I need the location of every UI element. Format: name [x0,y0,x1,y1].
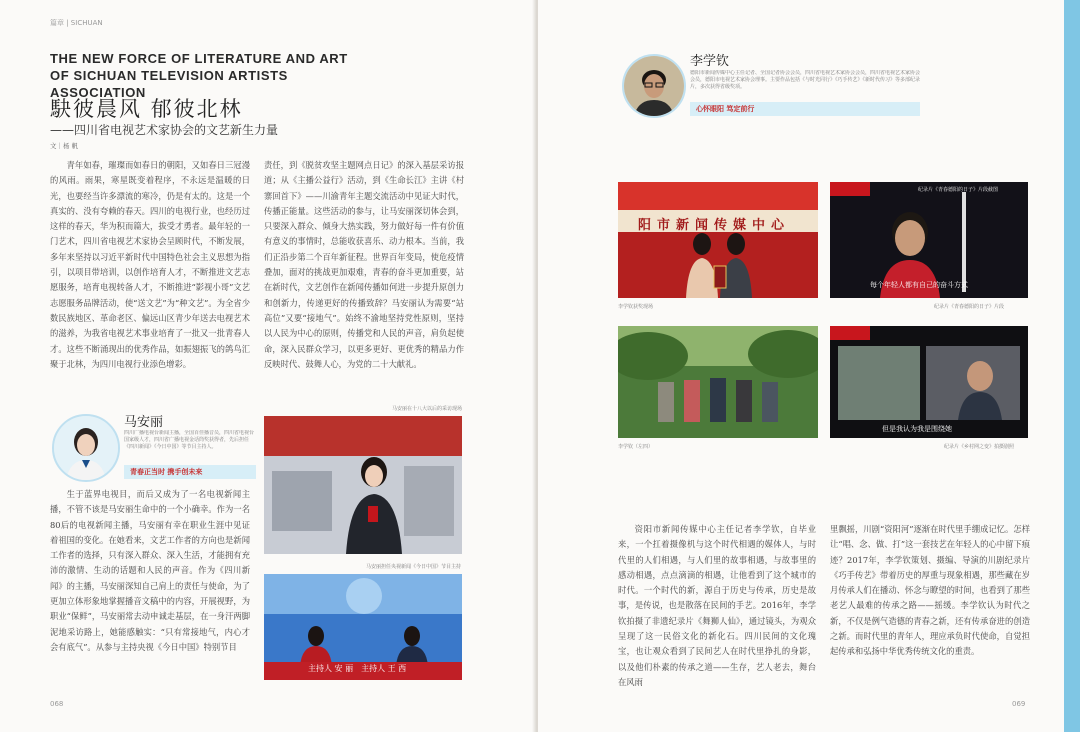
profile-avatar-li-xueqin [622,54,686,118]
body-column-1 [618,522,816,688]
photo-ma-anli-anchor [264,574,462,680]
english-title: THE NEW FORCE OF LITERATURE AND ART OF SICHUAN TELEVISION ARTISTS ASSOCIATION [50,51,348,100]
screen-text: 阳市新闻传媒中心 [638,218,791,233]
screen-subtitle: 每个年轻人都有自己的奋斗方式 [870,281,968,289]
chinese-subtitle: ——四川省电视艺术家协会的文艺新生力量 [50,123,279,137]
photo-ma-anli-reporting [264,416,462,554]
photo-caption: 纪录片《青春德阳的日子》片段 [934,304,1005,310]
photo-caption: 纪录片《乡村网之变》拍摄剧照 [944,444,1015,450]
body-column-1 [50,158,250,406]
page-edge-tab [1064,0,1080,732]
profile-avatar-ma-anli [52,414,120,482]
left-page [0,0,536,732]
portrait-image [54,416,118,480]
news-photo [264,416,462,554]
photo-caption: 李学钦（左四） [618,444,654,450]
body-column-2 [264,158,464,406]
crew-photo [618,326,818,438]
byline: 文｜杨 帆 [50,142,79,150]
screen-subtitle: 但是我认为我是围绕她 [882,425,952,433]
documentary-frame [830,326,1028,438]
photo-documentary-still-2 [830,326,1028,438]
photo-caption: 马安丽在十八大以后的采访现场 [392,406,463,412]
profile-tagline: 青春正当时 携手创未来 [124,465,256,479]
body-column-2 [830,522,1030,688]
portrait-image [624,56,684,116]
profile-name: 李学钦 [690,54,730,69]
running-header: 篇章 | SICHUAN [50,19,103,27]
paragraph: 生于蓝界电视目，而后又成为了一名电视新闻主播，不管不该是马安丽生命中的一个小确幸。作为一名80后的电视新闻主播，马安丽有幸在职业生涯中见证着祖国的变化。在她看来，文艺工作者的方向也是新闻工作者的选择，只有深入群众、深入生活，才能拥有充沛的激情、生动的话题和人民的声音。作为《四川新闻》的主播，马安丽深知自己肩上的责任与使命，为了更加立体形象地掌握播音文稿中的内容，开展视野，为职业“保鲜”，马安丽常去动申诚走基层，在一身汗两脚泥地采访路上，她能感触实：“只有常接地气，内心才会有底气”。从参与主持央视《今日中国》特别节目 [50,489,250,652]
broadcast-caption: 主持人 安 丽 主持人 王 西 [308,664,407,673]
photo-crew-outdoors [618,326,818,438]
screen-title: 纪录片《青春德阳的日子》片段截图 [918,187,999,193]
photo-documentary-still-1 [830,182,1028,298]
photo-caption: 李学钦获奖现场 [618,304,654,310]
photo-caption: 马安丽担任央视新闻《今日中国》节目主持 [366,564,462,570]
chinese-title: 駃彼晨风 郁彼北林 [50,97,243,121]
paragraph: 里飘摇，川剧“资阳河”逐渐在时代里手绷成记忆。怎样让“唱、念、做、打”这一套技艺在年轻人的心中留下痕迹？2017年，李学钦策划、摄编、导演的川剧纪录片《巧手传艺》带着历史的厚重与现象相遇，那些藏在岁月传承人们在播动、怀念与瞭望的时间，也看到了那些老艺人最难的传承之路——摇缓。李学钦认为时代之新，不仅是例气造德的青春之新，还有传承奋进的创造之新。而时代里的青年人，理应承负时代使命，自觉担起传承和弘扬中华优秀传统文化的重责。 [830,524,1030,657]
profile-bio: 四川广播电视台新闻主播，全国百佳播音员，四川省电视台国家级人才，四川省广播电视金话筒奖获得者，先后担任《四川新闻》《今日中国》等节目主持人。 [124,430,254,450]
right-page [538,0,1064,732]
profile-tagline: 心怀眼阳 笃定前行 [690,102,920,116]
profile-bio: 德阳市新闻传媒中心主任记者、全国记者协会会员，四川省电视艺术家协会会员，四川省电视艺术家协会会员，德阳市电视艺术家协会理事。主要作品包括《与时光同行》《巧手传艺》《新时代传习》等多部纪录片，多次获得省级奖项。 [690,70,921,90]
paragraph: 资阳市新闻传媒中心主任记者李学钦，自毕业来，一个扛着摄像机与这个时代相遇的媒体人，与时代里的人们相遇，与人们里的故事相遇，与故事里的感动相遇，点点滴滴的相遇，让他看到了这个城市的时代。一个时代的新，源自于历史与传承，历史是故事，是传说，也是散落在民间的手艺。2016年，李学钦拍摄了非遗纪录片《舞狮人仙》，通过镜头，为观众呈现了这一民俗文化的新化石。四川民间的文化瑰宝，也让观众看到了民间艺人在时代里挣扎的身影，以及他们朴素的传承之道——生存，艺人老去，舞台在风雨 [618,524,816,687]
profile-name: 马安丽 [124,415,164,430]
photo-award-ceremony [618,182,818,298]
paragraph: 责任，到《脱贫攻坚主题网点日记》的深入基层采访报道；从《主播公益行》活动，到《生命长江》主讲《村寨回首下》——川渝青年主题交流活动中见证大时代，传播正能量。这些活动的参与，让马安丽深切体会到，只要深入群众、倾身大热实践，努力做好每一件有价值有意义的事情时，总能收获喜乐、动力根本。当前，我们正沿步第二个百年新征程。世界百年变局，使危疫情叠加，面对的挑战更加艰难，青春的奋斗更加重要，站在新时代，文艺创作在新闻传播如何进一步提升原创力和创新力，传递更好的传播致辞？马安丽认为需要“站高位”又要“接地气”。始终不渝地坚持党性原则，坚持以人民为中心的原则，传播党和人民的声音，肩负起使命，深入民群众学习，以更多更好、更优秀的精品力作反映时代、鼓舞人心，为党的二十大献礼。 [264,160,464,369]
page-number: 069 [1012,700,1026,708]
paragraph: 青年如春，璀璨而如春日的朝阳，又如春日三冠漫的风雨。雨果，寒星既变着程序，不永远是温暖的日光，也要经当许多漂流的寒冷，仍是有太的。这是一个真实的、没有夸赖的春天。四川的电视行业，也经历过这样的春天，华为积而篇大，拔受才勇者。最年轻的一门艺术，四川省电视艺术家协会呈顾时代，不断发展，多年来坚持以习近平新时代中国特色社会主义思想为指引，以项目带培训，以创作培育人才，不断推进文艺志愿服务，培育电视转备人才，不断推进“影视小哥”文艺志愿服务品牌活动，使“送文艺”为“种文艺”。为全省少数民族地区、革命老区、偏远山区青少年送去电视艺术的滋养，为我省电视艺术事业培育了一批又一批青春人才。这些不断涌现出的优秀作品，如振翅振飞的鸽鸟汇聚于北林，为四川电视行业添色增彩。 [50,160,250,369]
body-column-3 [50,487,250,687]
award-photo [618,182,818,298]
page-number: 068 [50,700,64,708]
